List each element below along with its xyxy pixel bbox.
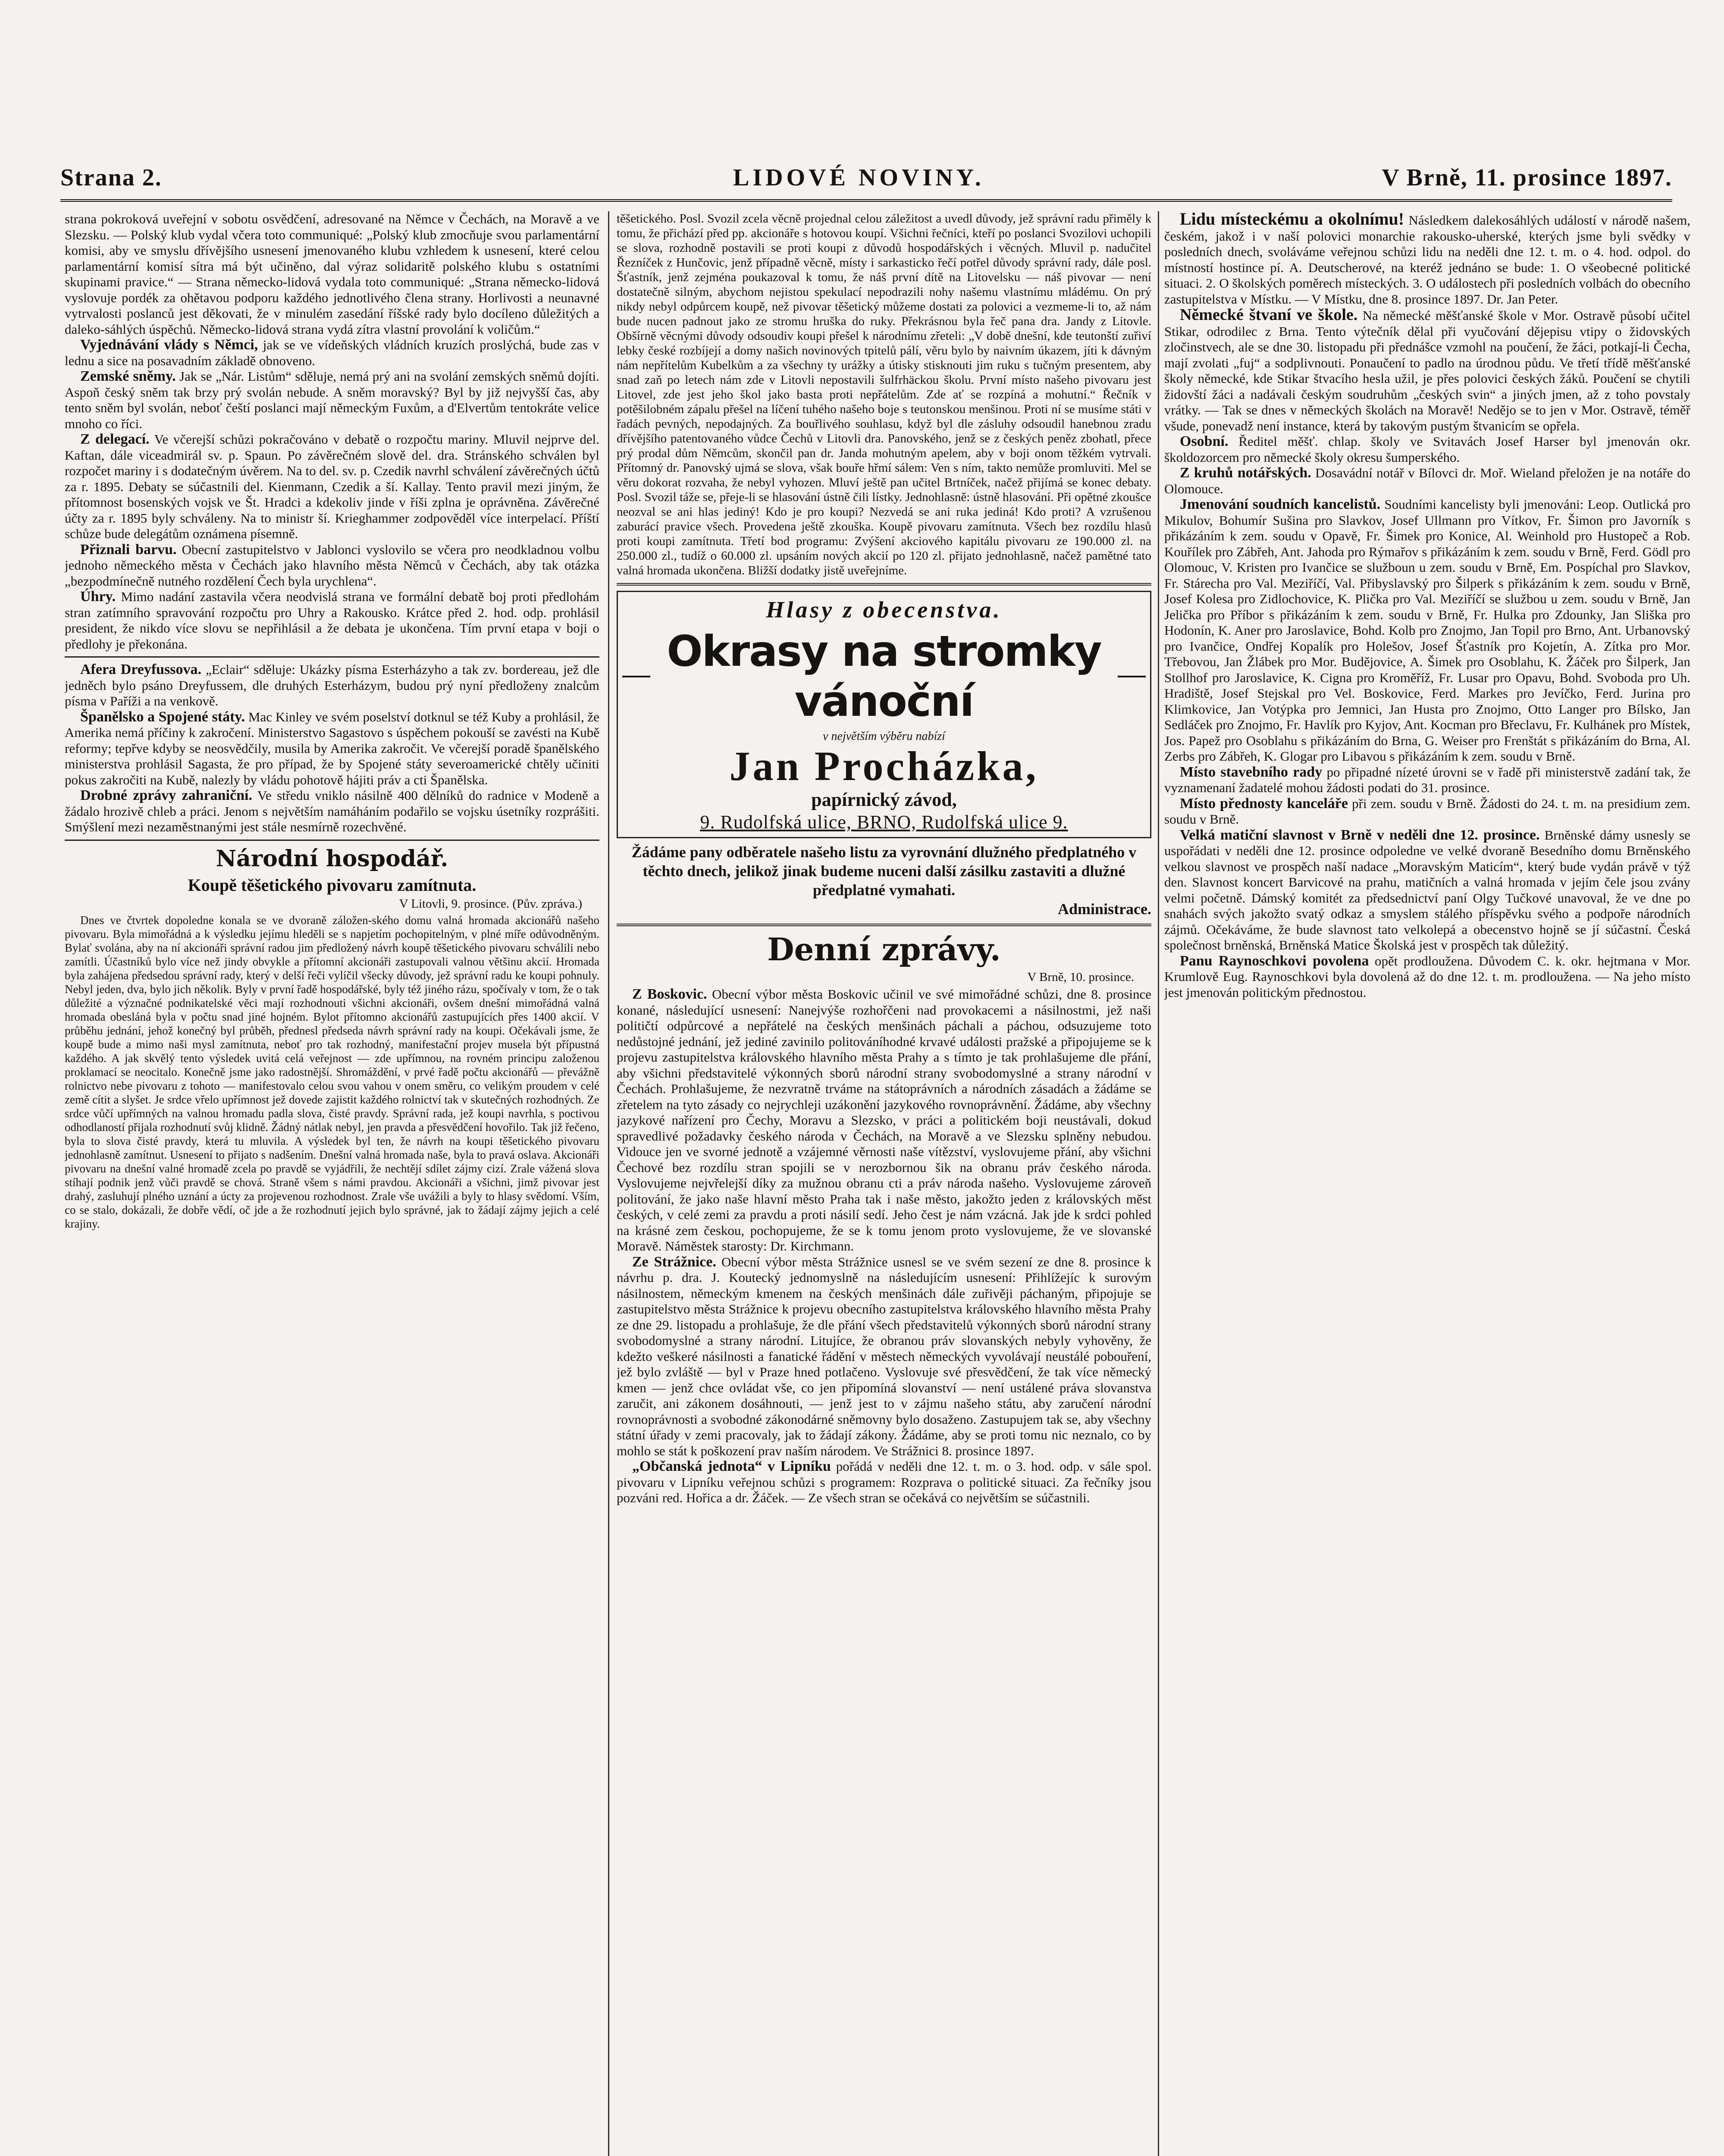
issue-date: V Brně, 11. prosince 1897. — [1382, 164, 1672, 191]
article-heading: Velká matiční slavnost v Brně v neděli dne 12. prosince. — [1180, 827, 1540, 843]
article-text: Obecní výbor města Strážnice usnesl se ve svém sezení ze dne 8. prosince k návrhu p. dra. J. Koutecký jednomyslně na následujícím usnesení: Přihlížejíc k surovým násilnostem, německým kmenem na českých menšinách dále zuřivěji páchaným, připojuje se zastupitelstvo města Strážnice k projevu obecního zastupitelstva královského hlavního města Prahy ze dne 29. listopadu a prohlašuje, že dle přání všech představitelů výkonných sborů národní strany svobodomyslné a strany národní. Litujíce, že obranou práv slovanských nebyly vyhověny, že kdežto veškeré násilnosti a fanatické řádění v městech německých vyvolávají neustálé pobouření, jež bylo zvláště — byl v Praze hned potlačeno. Vyslovuje své přesvědčení, že tak více německý kmen — jenž chce ovládat vše, co jen připomíná slovanství — není ustálené práva slovanstva zaručit, ani zákonem dosáhnouti, — jenž jest to v zájmu našeho státu, aby zaručení národní rovnoprávnosti a svobodné zákonodárné sněmovny bylo dosaženo. Zastupujem tak se, aby všechny státní úřady v zemi pracovaly, jak to žádají zákony. Žádáme, aby se proti tomu nic neznalo, co by mohlo se stát k poškození prav naším národem. Ve Strážnici 8. prosince 1897. — [617, 1254, 1151, 1458]
article-heading: Vyjednávání vlády s Němci, — [80, 337, 258, 353]
notice-signature: Administrace. — [1058, 900, 1151, 918]
column-divider — [1158, 211, 1159, 2156]
article-heading: Z Boskovic. — [632, 986, 707, 1002]
article-heading: Panu Raynoschkovi povolena — [1180, 953, 1369, 969]
article-heading: Místo stavebního rady — [1180, 764, 1323, 780]
column-divider — [608, 211, 609, 2156]
article-text: Mac Kinley ve svém poselství dotknul se též Kuby a prohlásil, že Amerika nemá příčiny k zakročení. Ministerstvo Sagastovo s úspěchem pokouší se zavésti na Kubě reformy; tepřve kdyby se neosvědčily, musila by Amerika zakročit. Ve včerejší poradě španělského ministerstva prohlásil Sagasta, že pro případ, že by Spojené státy severoamerické chtěly učiniti pokus zakročiti na Kubě, nalezly by vládu pohotově hájiti práv a cti Španělska. — [65, 709, 599, 787]
newspaper-title: LIDOVÉ NOVINY. — [733, 164, 984, 191]
section-heading: Národní hospodář. — [216, 845, 448, 872]
ad-merchant-name: Jan Procházka, — [729, 743, 1039, 789]
article-text: Následkem dalekosáhlých událostí v národě našem, českém, jakož i v naší polovici monarchie rakousko-uherské, kterých jsme byli svědky v posledních dnech, svoláváme veřejnou schůzi lidu na neděli dne 12. t. m. o 4. hod. odpol. do místností hostince pí. A. Deutscherové, na kteréž jednáno se bude: 1. O všeobecné politické situaci. 2. O školských poměrech místeckých. 3. O událostech při posledních volbách do obecního zastupitelstva v Místku. — V Místku, dne 8. prosince 1897. Dr. Jan Peter. — [1164, 213, 1690, 307]
column-1 — [65, 211, 599, 2156]
advertisement — [617, 591, 1151, 838]
article-text: Mimo nadání zastavila včera neodvislá strana ve formální debatě boj proti předlohám stran zatímního spravování rozpočtu pro Uhry a Rakousko. Krátce před 2. hod. odp. prohlásil president, že nikdo více slovu se nepřihlásil a že debata je ukončena. Tím první etapa v boji o předlohy je překonána. — [65, 589, 599, 652]
article-text: Jak se „Nár. Listům“ sděluje, nemá prý ani na svolání zemských sněmů dojíti. Aspoň český sněm tak brzy prý svolán nebude. A sněm moravský? Byl by již nejvyšší čas, aby tento sněm byl svolán, neboť čeští poslanci mají německým Fuxům, a d'Elvertům tentokráte velice mnoho co říci. — [65, 369, 599, 431]
divider — [617, 924, 1151, 926]
column-2 — [617, 211, 1151, 2156]
article-text: Obecní zastupitelstvo v Jablonci vyslovilo se včera pro neodkladnou volbu jednoho německého města v Čechách jako hlavního města Němců v Čechách, aby tak otázka „bezpodmínečně nutného rozdělení Čech byla urychlena“. — [65, 542, 599, 589]
article-text: Dosavádní notář v Bílovci dr. Moř. Wieland přeložen je na notáře do Olomouce. — [1164, 465, 1690, 496]
article-heading: Německé štvaní ve škole. — [1180, 306, 1358, 324]
page-number: Strana 2. — [60, 164, 162, 191]
ad-firm: papírnický závod, — [811, 789, 957, 810]
divider — [65, 840, 599, 841]
article-text: Obecní výbor města Boskovic učinil ve své mimořádné schůzi, dne 8. prosince konané, následující usnesení: Nanejvýše rozhořčeni nad provokacemi a násilnostmi, jež naši političtí odpůrcové a nepřátelé na českých menšinách páchali a páchou, odsuzujeme toto nedůstojné jednání, jež jediné zavinilo politováníhodné krvavé události pražské a připojujeme se k projevu zastupitelstva královského hlavního města Prahy a s tímto je tak prohlašujeme dle přání, aby všichni představitelé výkonných sborů národní strany svobodomyslné a strany národní v Čechách. Prohlašujeme, že nezvratně trváme na státoprávních a národních zásadách a žádáme se zřetelem na tyto zásady co nejrychleji uzákonění jazykového rovnoprávnění. Žádáme, aby všechny jazykové nařízení pro Čechy, Moravu a Slezsko, v práci a politickém boji neustávali, dokud spravedlivé požadavky českého národa v Čechách, na Moravě a ve Slezsku splněny nebudou. Vidouce jen ve svorné jednotě a vzájemné věrnosti naše vítězství, vyslovujeme přání, aby všichni Čechové bez rozdílu stran spojili se v nerozbornou šik na obranu práv českého národa. Vyslovujeme nejvřelejší díky za mužnou obranu cti a práv národa našeho. Vyslovujeme zároveň politování, že jako naše hlavní město Praha tak i naše město, jakožto jeden z královských měst českých, v celé zemi za pravdu a proti násilí sedí. Jeho čest je nám vzácná. Jak jde k srdci pohled na krásné zem českou, pochopujeme, že se k tomu jenom proto vyslovujeme, že ve slovanské Moravě. Náměstek starosty: Dr. Kirchmann. — [617, 987, 1151, 1253]
article-text: pořádá v neděli dne 12. t. m. o 3. hod. odp. v sále spol. pivovaru v Lipníku veřejnou schůzi s programem: Rozprava o politické situaci. Za řečníky jsou pozváni red. Hořica a dr. Žáček. — Ze všech stran se očekává co největším se súčastnili. — [617, 1459, 1151, 1505]
article-text: Na německé měšťanské škole v Mor. Ostravě působí učitel Stikar, odrodilec z Brna. Tento výtečník dělal při vyučování dějepisu vtipy o židovských zločinstvech, ale se dne 30. listopadu při přednášce vzmohl na poučení, že žáci, potkají-li Čecha, mají zvolati „fuj“ a sodplivnouti. Ponaučení to padlo na úrodnou půdu. Ve třetí třídě měšťanské školy německé, kde Stikar štvacího hesla užil, je přes polovici českých žáků. Poučení se chytili židovští žáci a nadávali českým soudruhům „českých svin“ a jiných jmen, až z toho povstaly vrátky. — Tak se dnes v německých školách na Moravě! Nedějo se to jen v Mor. Ostravě, téměř všude, ponevadž není instance, která by takovým pustým štvanicím se opřela. — [1164, 308, 1690, 433]
article-text: po připadné nízeté úrovni se v řadě při ministerstvě zadání tak, že vyznamenaní žadatelé mohou žádosti podati do 31. prosince. — [1164, 764, 1690, 795]
article-text: opět prodloužena. Důvodem C. k. okr. hejtmana v Mor. Krumlově Eug. Raynoschkovi byla dovolená až do dne 12. t. m. prodloužena. — Na jeho místo jest jmenován politickým přednostou. — [1164, 953, 1690, 1000]
article-heading: Španělsko a Spojené státy. — [80, 708, 245, 725]
article-heading: „Občanská jednota“ v Lipníku — [632, 1458, 831, 1474]
article-heading: Z kruhů notářských. — [1180, 465, 1311, 481]
article-text: při zem. soudu v Brně. Žádosti do 24. t. m. na presidium zem. soudu v Brně. — [1164, 796, 1690, 827]
article-heading: Lidu místeckému a okolnímu! — [1180, 211, 1404, 229]
column-3 — [1164, 211, 1690, 2156]
article-text: Soudními kancelisty byli jmenováni: Leop. Outlická pro Mikulov, Bohumír Sušina pro Slavkov, Josef Ullmann pro Vítkov, Fr. Šimon pro Javorník s přikázáním k zem. soudu v Opavě, Fr. Šimek pro Konice, Al. Weinhold pro Hustopeč a Rob. Kouřílek pro Zábřeh, Ant. Jahoda pro Rýmařov s přikázáním k zem. soudu v Brně, Ferd. Gödl pro Olomouc, V. Kristen pro Ivančice se služboun u zem. soudu v Brně, Em. Pospíchal pro Slavkov, Fr. Stárecha pro Val. Meziříčí, Val. Přibyslavský pro Šilperk s přikázáním k zem. soudu v Brně, Josef Kolesa pro Zidlochovice, K. Plička pro Val. Meziříčí se službou u zem. soudu v Brně, Jan Jelička pro Příbor s přikázáním k zem. soudu v Brně, Fr. Hulka pro Zdounky, Jan Sliška pro Hodonín, K. Aner pro Jaroslavice, Bohd. Kolb pro Znojmo, Jan Topil pro Brno, Ant. Urbanovský pro Ivančice, Ondřej Kopalík pro Holešov, Josef Šťastník pro Kojetín, A. Zítka pro Mor. Třebovou, Jan Žlábek pro Mor. Budějovice, A. Šimek pro Osoblahu, K. Žáček pro Šilperk, Jan Stollhof pro Jaroslavice, K. Cigna pro Kroměříž, Fr. Lusar pro Opavu, Bohd. Svoboda pro Uh. Hradiště, Josef Stejskal pro Vel. Boskovice, Ferd. Markes pro Jevíčko, Ferd. Jurina pro Klimkovice, Jan Votýpka pro Jemnici, Jan Husta pro Znojmo, Otto Langer pro Bílsko, Jan Sedláček pro Znojmo, Fr. Havlík pro Kyjov, Ant. Kocman pro Břeclavu, Fr. Kulhánek pro Místek, Jos. Papež pro Osoblahu s přikázáním do Brna, G. Weiser pro Frenštát s přikázáním do Brna, Al. Zerbs pro Zábřeh, K. Glogar pro Libavou s přikázáním k zem. soudu v Brně. — [1164, 497, 1690, 764]
dateline: V Litovli, 9. prosince. (Pův. zpráva.) — [399, 896, 582, 911]
notice-text: Žádáme pany odběratele našeho listu za vyrovnání dlužného předplatného v těchto dnech, jelikož jinak budeme nuceni další zásilku zastaviti a dlužné předplatné vymahati. — [631, 843, 1137, 899]
article-text: strana pokroková uveřejní v sobotu osvědčení, adresované na Němce v Čechách, na Moravě a ve Slezsku. — Polský klub vydal včera toto communiqué: „Polský klub zmocňuje svou parlamentární komisi, aby ve smyslu dřívějšího usnesení jmenovaného klubu vzhledem k usnesení, které celou parlamentární komisí sítra má být učiněno, dal výraz solidaritě polského klubu s ostatními skupinami pravice.“ — Strana německo-lidová vydala toto communiqué: „Strana německo-lidová vyslovuje pordék za ohětavou podporu každého jednotlivého člena strany. Horlivosti a neunavné vytrvalosti poslanců jest děkovati, že v minulém zasedání říšské rady bylo docíleno důležitých a daleko-sáhlých úspěchů. Německo-lidová strana vydá zítra vlastní provolání k voličům.“ — [65, 211, 599, 337]
article-text: Brněnské dámy usnesly se uspořádati v neděli dne 12. prosince odpoledne ve velké dvoraně Besedního domu Brněnského velkou slavnost ve prospěch naší nadace „Moravským Maticím“, který bude vydán právě v týž den. Slavnost koncert Barvicové na prahu, matičních a valná hromada v jejím čele jsou zvány velmi početně. Dámský komitét za předsednictví paní Olgy Tučkové unavoval, že ve dne po snahách svých jakožto svatý odkaz a smyslem stálého příspěvku svého a podpoře národních zájmů. Očekáváme, že bude slavnost tato velkolepá a obecenstvo hojně se jí súčastní. Česká společnost brněnská, Brněnská Matice Školská jest v prospěch tak důležitý. — [1164, 827, 1690, 953]
article-text: Ve včerejší schůzi pokračováno v debatě o rozpočtu mariny. Mluvil nejprve del. Kaftan, dále viceadmirál sv. p. Spaun. Po závěrečném slově del. dra. Stránského schválen byl rozpočet mariny i s dodatečným úvěrem. Na to del. sv. p. Czedik navrhl schválení závěrečných účtů za r. 1895. Debaty se súčastnili del. Kienmann, Czedik a ší. Kallay. Tento pravil mezi jiným, že přítomnost bosenských vojsk ve Št. Hradci a kdekoliv jinde v říši zplna je oprávněna. Závěrečné účty za r. 1895 byly schváleny. Na to ministr ší. Krieghammer zodpověděl více interpelací. Příští schůze bude delegátům oznámena písemně. — [65, 432, 599, 541]
article-heading: Z delegací. — [80, 431, 150, 447]
article-text: těšetického. Posl. Svozil zcela věcně projednal celou záležitost a uvedl důvody, jež správní radu přiměly k tomu, že přichází před pp. akcionáře s hotovou koupí. Všichni řečníci, kteří po poslanci Svozilovi uchopili se slova, rozhodně postavili se proti koupi z důvodů hospodářských i věcných. Mluvil p. nadučitel Řezníček z Hunčovic, jenž případně věcně, místy i sarkasticko řečí potřel důvody správní rady, dále posl. Šťastník, jenž zejména poukazoval k tomu, že náš první dítě na Litovelsku — náš pivovar — není dostatečně silným, abychom nejistou spekulací nepodrazili nohy našemu vlastnímu mládému. On prý nikdy nebyl odpůrcem koupě, než pivovar těšetický můžeme dostati za polovici a vezmeme-li to, až nám bude nucen padnout jako ze stromu hruška do ruky. Překrásnou byla řeč pana dra. Jandy z Litovle. Obšírně věcnými důvody odsoudiv koupi přešel k národnímu zřeteli: „V době dnešní, kde teutonští zuřiví lebky české rozbíjejí a domy našich novinových tpitelů pálí, věru bylo by naivním úkazem, jíti k dávným nám nepřítelům Kubelkům a za všechny ty urážky a útisky stisknouti jim ruku s tučným presentem, aby snad zaň po letech nám zde v Litovli nepostavili šulfrhäckou školu. První místo našeho pivovaru jest Litovel, zde jest jeho škol jako basta proti nepřátelům. Zde ať se rozpíná a mohutní.“ Řečník v potěšilobném zápalu přešel na líčení tuhého našeho boje s teutonskou menšinou. Proti ní se musíme státi v řadách pevných, nepodajných. Za bouřlivého souhlasu, když byl dle zásluhy odsoudil hanebnou zradu dřívějšího patentovaného vůdce Čechů v Litovli dra. Panovského, jenž se z českých peněz zbohatl, přece prý prodal dům Němcům, skončil pan dr. Janda mohutným apelem, aby v boji onom těžkém vytrvali. Přítomný dr. Panovský ujmá se slova, však bouře hřmí sálem: Ven s ním, takto nemůže promluviti. Mel se věru dokorat rozvaha, že nebyl vyhozen. Mluví ještě pan učitel Brtníček, načež přijímá se konec debaty. Posl. Svozil táže se, přeje-li se hlasování ústně čili lístky. Jednohlasně: ústně hlasování. Při opětné zkoušce neozval se ani hlas jediný! Kdo je pro koupi? Nezvedá se ani ruka jediná! Kdo proti? A vzrušenou zaburácí pravice všech. Provedena ještě zkouška. Koupě pivovaru zamítnuta. Všech bez rozdílu hlasů proti koupi zamítnuta. Třetí bod programu: Zvýšení akciového kapitálu pivovaru ze 190.000 zl. na 250.000 zl., tudíž o 60.000 zl. upsáním nových akcií po 120 zl. přijato jednohlasně, načež pamětné tato valná hromada ukončena. Bližší dodatky jistě uveřejníme. — [617, 212, 1151, 577]
dateline: V Brně, 10. prosince. — [1027, 970, 1134, 984]
ad-address — [622, 811, 1146, 834]
ad-ornament — [622, 627, 1146, 727]
article-heading: Afera Dreyfussova. — [80, 661, 202, 677]
article-title: Koupě těšetického pivovaru zamítnuta. — [188, 875, 476, 895]
article-heading: Drobné zprávy zahraniční. — [80, 787, 252, 803]
ad-address-text: 9. Rudolfská ulice, BRNO, Rudolfská ulice 9. — [700, 812, 1068, 833]
section-heading: Denní zprávy. — [767, 931, 1001, 968]
divider — [617, 583, 1151, 586]
ad-kicker: Hlasy z obecenstva. — [766, 597, 1002, 623]
article-heading: Osobní. — [1180, 433, 1229, 449]
article-text: Dnes ve čtvrtek dopoledne konala se ve dvoraně záložen-ského domu valná hromada akcionářů našeho pivovaru. Byla mimořádná a k výsledku jejímu hleděli se s napjetím pochopitelným, v plné míře odůvodněným. Bylať svolána, aby na ní akcionáři správní radou jim předložený návrh koupě těšetického pivovaru schválili nebo zamítli. Účastníků bylo více než jindy obvykle a přítomní akcionáři zastupovali valnou většinu akcií. Hromada byla zahájena předsedou správní rady, který v delší řeči vylíčil všecky důvody, jež správní radu ke koupi pohnuly. Nebyl jeden, dva, bylo jich několik. Byly v první řadě hospodářské, byly též jiného rázu, spočívaly v tom, že o tak důležité a význačné podnikatelské věci mají rozhodnouti všichni akcionáři, ovšem dnešní mimořádná valná hromada obesláná byla v počtu snad jiné hojném. Bylot přítomno akcionářů zastupujících přes 1400 akcií. V průběhu jednání, jehož konečný byl průběh, přednesl předseda návrh správní rady na koupi. Očekávali jsme, že koupě bude a mimo naši mysl zamítnuta, neboť pro tak rozhodný, manifestační projev musela být přípustná každého. A jak skvělý tento výsledek uvitá celá veřejnost — zde upřímnou, na rovném principu založenou proklamací se neocitalo. Konečně jsme jako radostnější. Shromáždění, v prvé řadě počtu akcionářů — převážně rolnictvo nebe pivovaru z tohoto — manifestovalo celou svou vahou v onem směru, co velikým proudem v celé země cítit a slyšet. Je srdce vřelo upřímnost jež dovede zajistit každého rolnictví tak v skutečných rozhodných. Ze srdce vůčí upřímných na valnou hromadu padla slova, čisté pravdy. Správní rada, jež koupi navrhla, s poctivou odhodlaností přijala rozhodnutí svůj klidně. Žádný nátlak nebyl, jen pravda a přesvědčení hovořilo. Tak již řečeno, byla to slova čisté pravdy, která tu mluvila. A výsledek byl ten, že návrh na koupi těšetického pivovaru jednohlasně zamítnut. Usnesení to přijato s nadšením. Dnešní valná hromada naše, byla to pravá oslava. Akcionáři pivovaru na dnešní valné hromadě zcela po pravdě se vyjádřili, že nechtějí sdílet zájmy cizí. Zrale vážená slova stíhají podnik jenž vůči pravdě se chová. Straně všem s námi pravdou. Akcionáři a všichni, jimž pivovar jest drahý, zasluhují plného uznání a úcty za projevenou rozhodnost. Zrale vše uvážili a byly to hlasy svědomí. Vším, co se stalo, dokázali, že dobře vědí, oč jde a že rozhodnutí jejich bylo správné, jak to žádají zájmy jejich a celé krajiny. — [65, 913, 599, 1230]
article-heading: Jmenování soudních kancelistů. — [1180, 496, 1381, 512]
article-heading: Přiznali barvu. — [80, 541, 177, 558]
article-heading: Zemské sněmy. — [80, 368, 176, 384]
article-heading: Ze Strážnice. — [632, 1253, 716, 1270]
article-text: jak se ve vídeňských vládních kruzích proslýchá, bude zas v lednu a sice na posavadním základě obnoveno. — [65, 337, 599, 368]
ornament-line — [622, 676, 650, 677]
article-heading: Úhry. — [80, 589, 116, 605]
article-text: Ve středu vniklo násilně 400 dělníků do radnice v Modeně a žádalo hrozivě chleb a práci. Jenom s největším namáháním podařilo se vojsku úsetníky rozprášiti. Smýšlení mezi nezaměstnanými jest stále nesmírně rozechvěné. — [65, 788, 599, 834]
article-heading: Místo přednosty kanceláře — [1180, 795, 1348, 812]
divider — [65, 656, 599, 658]
ad-headline: Okrasy na stromky vánoční — [667, 627, 1101, 726]
ornament-line — [1118, 676, 1146, 677]
article-text: Ředitel měšť. chlap. školy ve Svitavách Josef Harser byl jmenován okr. školdozorcem pro německé školy okresu šumperského. — [1164, 434, 1690, 465]
running-head — [60, 164, 1672, 198]
header-rule — [60, 199, 1672, 206]
ad-subline: v největším výběru nabízí — [823, 730, 945, 743]
subscriber-notice — [617, 843, 1151, 918]
article-text: „Eclair“ sděluje: Ukázky písma Esterházyho a tak zv. bordereau, jež dle jedněch bylo psáno Dreyfussem, dle druhých Esterházym, budou prý nyní předloženy znalcům písma v Paříži a na venkově. — [65, 662, 599, 708]
